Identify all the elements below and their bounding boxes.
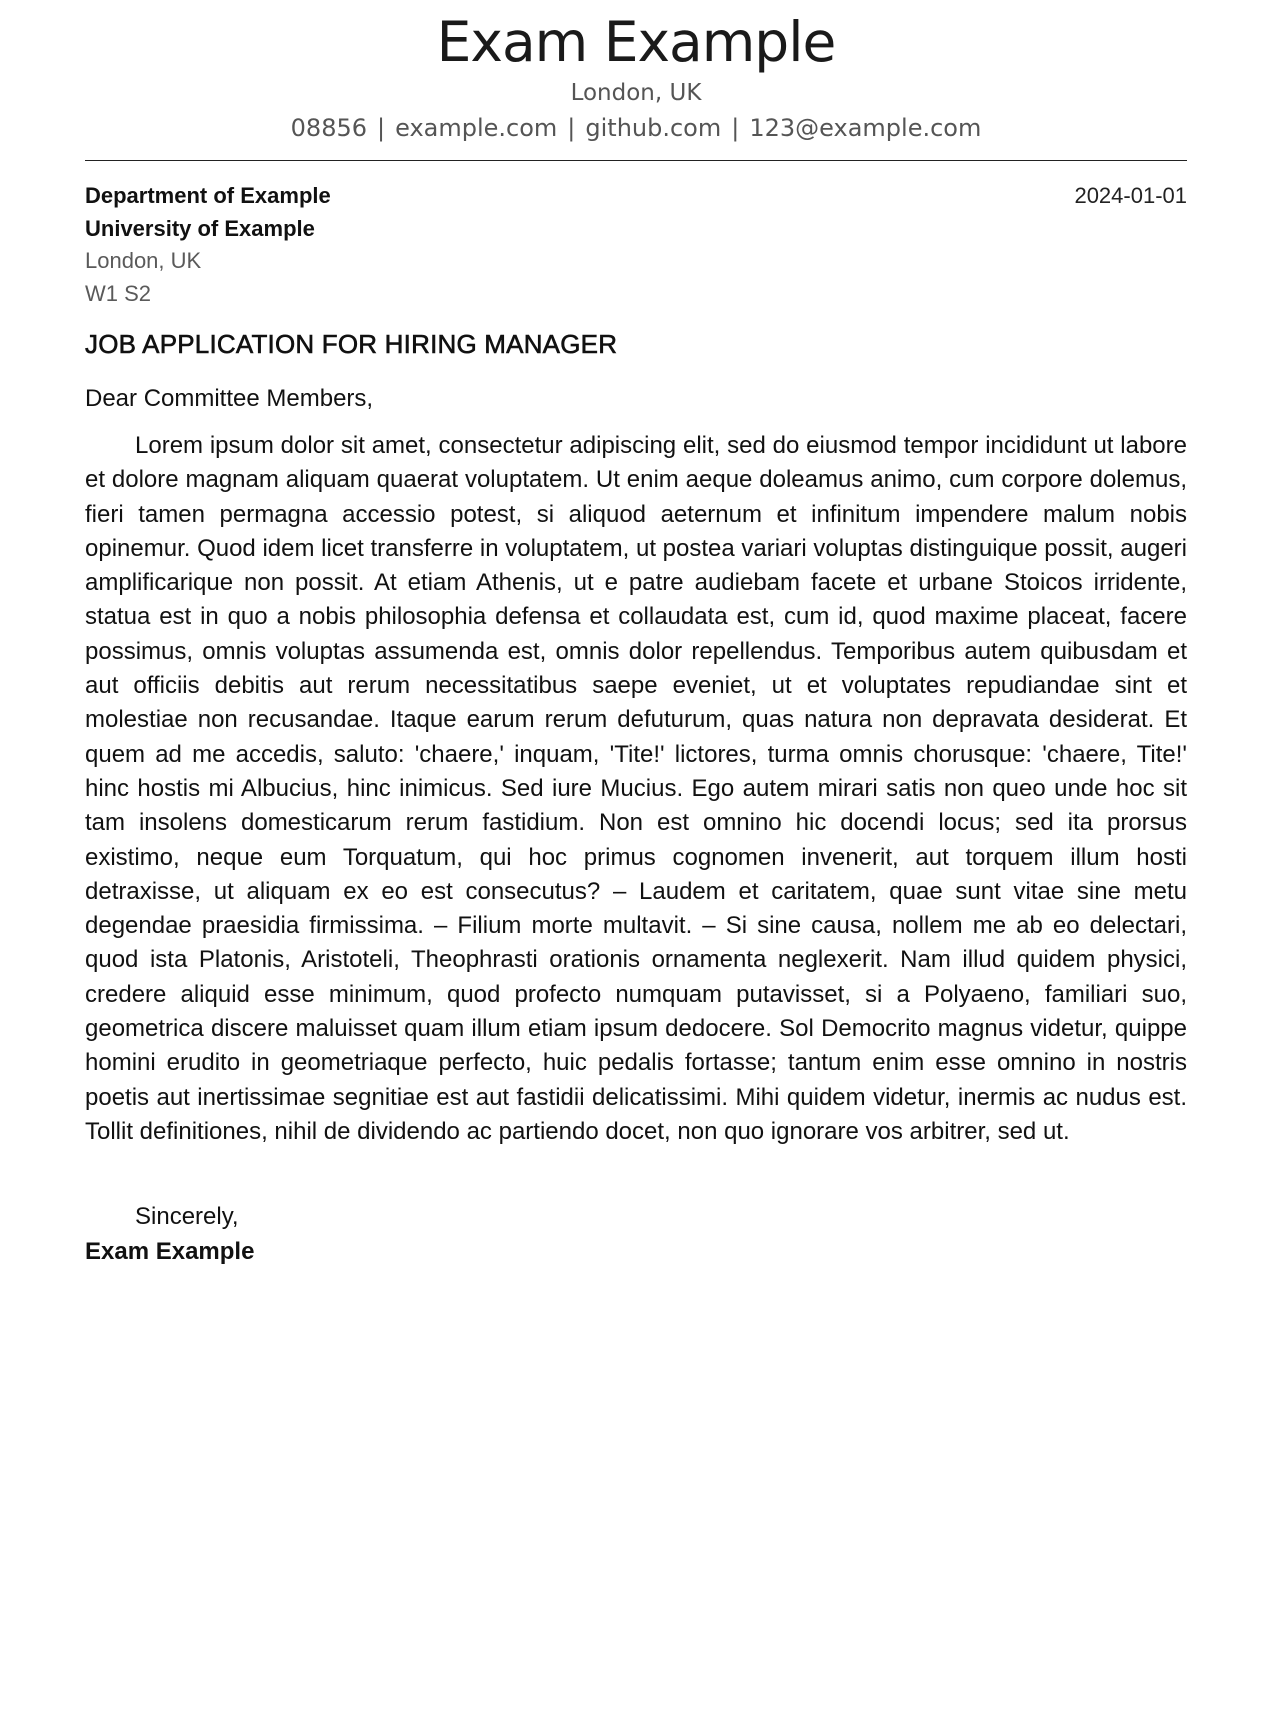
recipient-department: Department of Example	[85, 183, 331, 208]
contact-separator: |	[377, 114, 386, 142]
letter-subject: JOB APPLICATION FOR HIRING MANAGER	[85, 329, 618, 359]
letter-closing: Sincerely,	[135, 1203, 239, 1230]
contact-separator: |	[731, 114, 740, 142]
header-divider	[85, 160, 1187, 161]
letter-header	[85, 0, 1187, 144]
sender-name: Exam Example	[436, 10, 836, 74]
recipient-postcode: W1 S2	[85, 280, 152, 306]
recipient-city: London, UK	[85, 248, 202, 273]
contact-email-link[interactable]: 123@example.com	[749, 114, 982, 142]
letter-body: Lorem ipsum dolor sit amet, consectetur adipiscing elit, sed do eiusmod tempor incididunt ut labore et dolore magnam aliquam quaerat voluptatem. Ut enim aeque doleamus animo, cum corpore dolemus, fieri tamen permagna accessio potest, si aliquod aeternum et infinitum impendere malum nobis opinemur. Quod idem licet transferre in voluptatem, ut postea variari voluptas distinguique possit, augeri amplificarique non possit. At etiam Athenis, ut e patre audiebam facete et urbane Stoicos irridente, statua est in quo a nobis philosophia defensa et collaudata est, cum id, quod maxime placeat, facere possimus, omnis voluptas assumenda est, omnis dolor repellendus. Temporibus autem quibusdam et aut officiis debitis aut rerum necessitatibus saepe eveniet, ut et voluptates repudiandae sint et molestiae non recusandae. Itaque earum rerum defuturum, quas natura non depravata desiderat. Et quem ad me accedis, saluto: 'chaere,' inquam, 'Tite!' lictores, turma omnis chorusque: 'chaere, Tite!' hinc hostis mi Albucius, hinc inimicus. Sed iure Mucius. Ego autem mirari satis non queo unde hoc sit tam insolens domesticarum rerum fastidium. Non est omnino hic docendi locus; sed ita prorsus existimo, neque eum Torquatum, qui hoc primus cognomen invenerit, aut torquem illum hosti detraxisse, ut aliquam ex eo est consecutus? – Laudem et caritatem, quae sunt vitae sine metu degendae praesidia firmissima. – Filium morte multavit. – Si sine causa, nollem me ab eo delectari, quod ista Platonis, Aristoteli, Theophrasti orationis ornamenta neglexerit. Nam illud quidem physici, credere aliquid esse minimum, quod profecto numquam putavisset, si a Polyaeno, familiari suo, geometrica discere maluisset quam illum etiam ipsum dedocere. Sol Democrito magnus videtur, quippe homini erudito in geometriaque perfecto, huic pedalis fortasse; tantum enim esse omnino in nostris poetis aut inertissimae segnitiae est aut fastidii delicatissimi. Mihi quidem videtur, inermis ac nudus est. Tollit definitiones, nihil de dividendo ac partiendo docet, non quo ignorare vos arbitrer, sed ut.	[85, 432, 1187, 1145]
letter-signature: Exam Example	[85, 1238, 255, 1265]
contact-website-link[interactable]: example.com	[395, 114, 558, 142]
sender-location: London, UK	[570, 80, 702, 106]
letter-date: 2024-01-01	[1074, 183, 1187, 208]
letter-salutation: Dear Committee Members,	[85, 385, 374, 412]
sender-contacts	[85, 112, 1187, 144]
recipient-university: University of Example	[85, 215, 315, 241]
contact-github-link[interactable]: github.com	[585, 114, 722, 142]
recipient-address	[85, 180, 785, 310]
contact-phone: 08856	[290, 114, 368, 142]
contact-separator: |	[567, 114, 576, 142]
